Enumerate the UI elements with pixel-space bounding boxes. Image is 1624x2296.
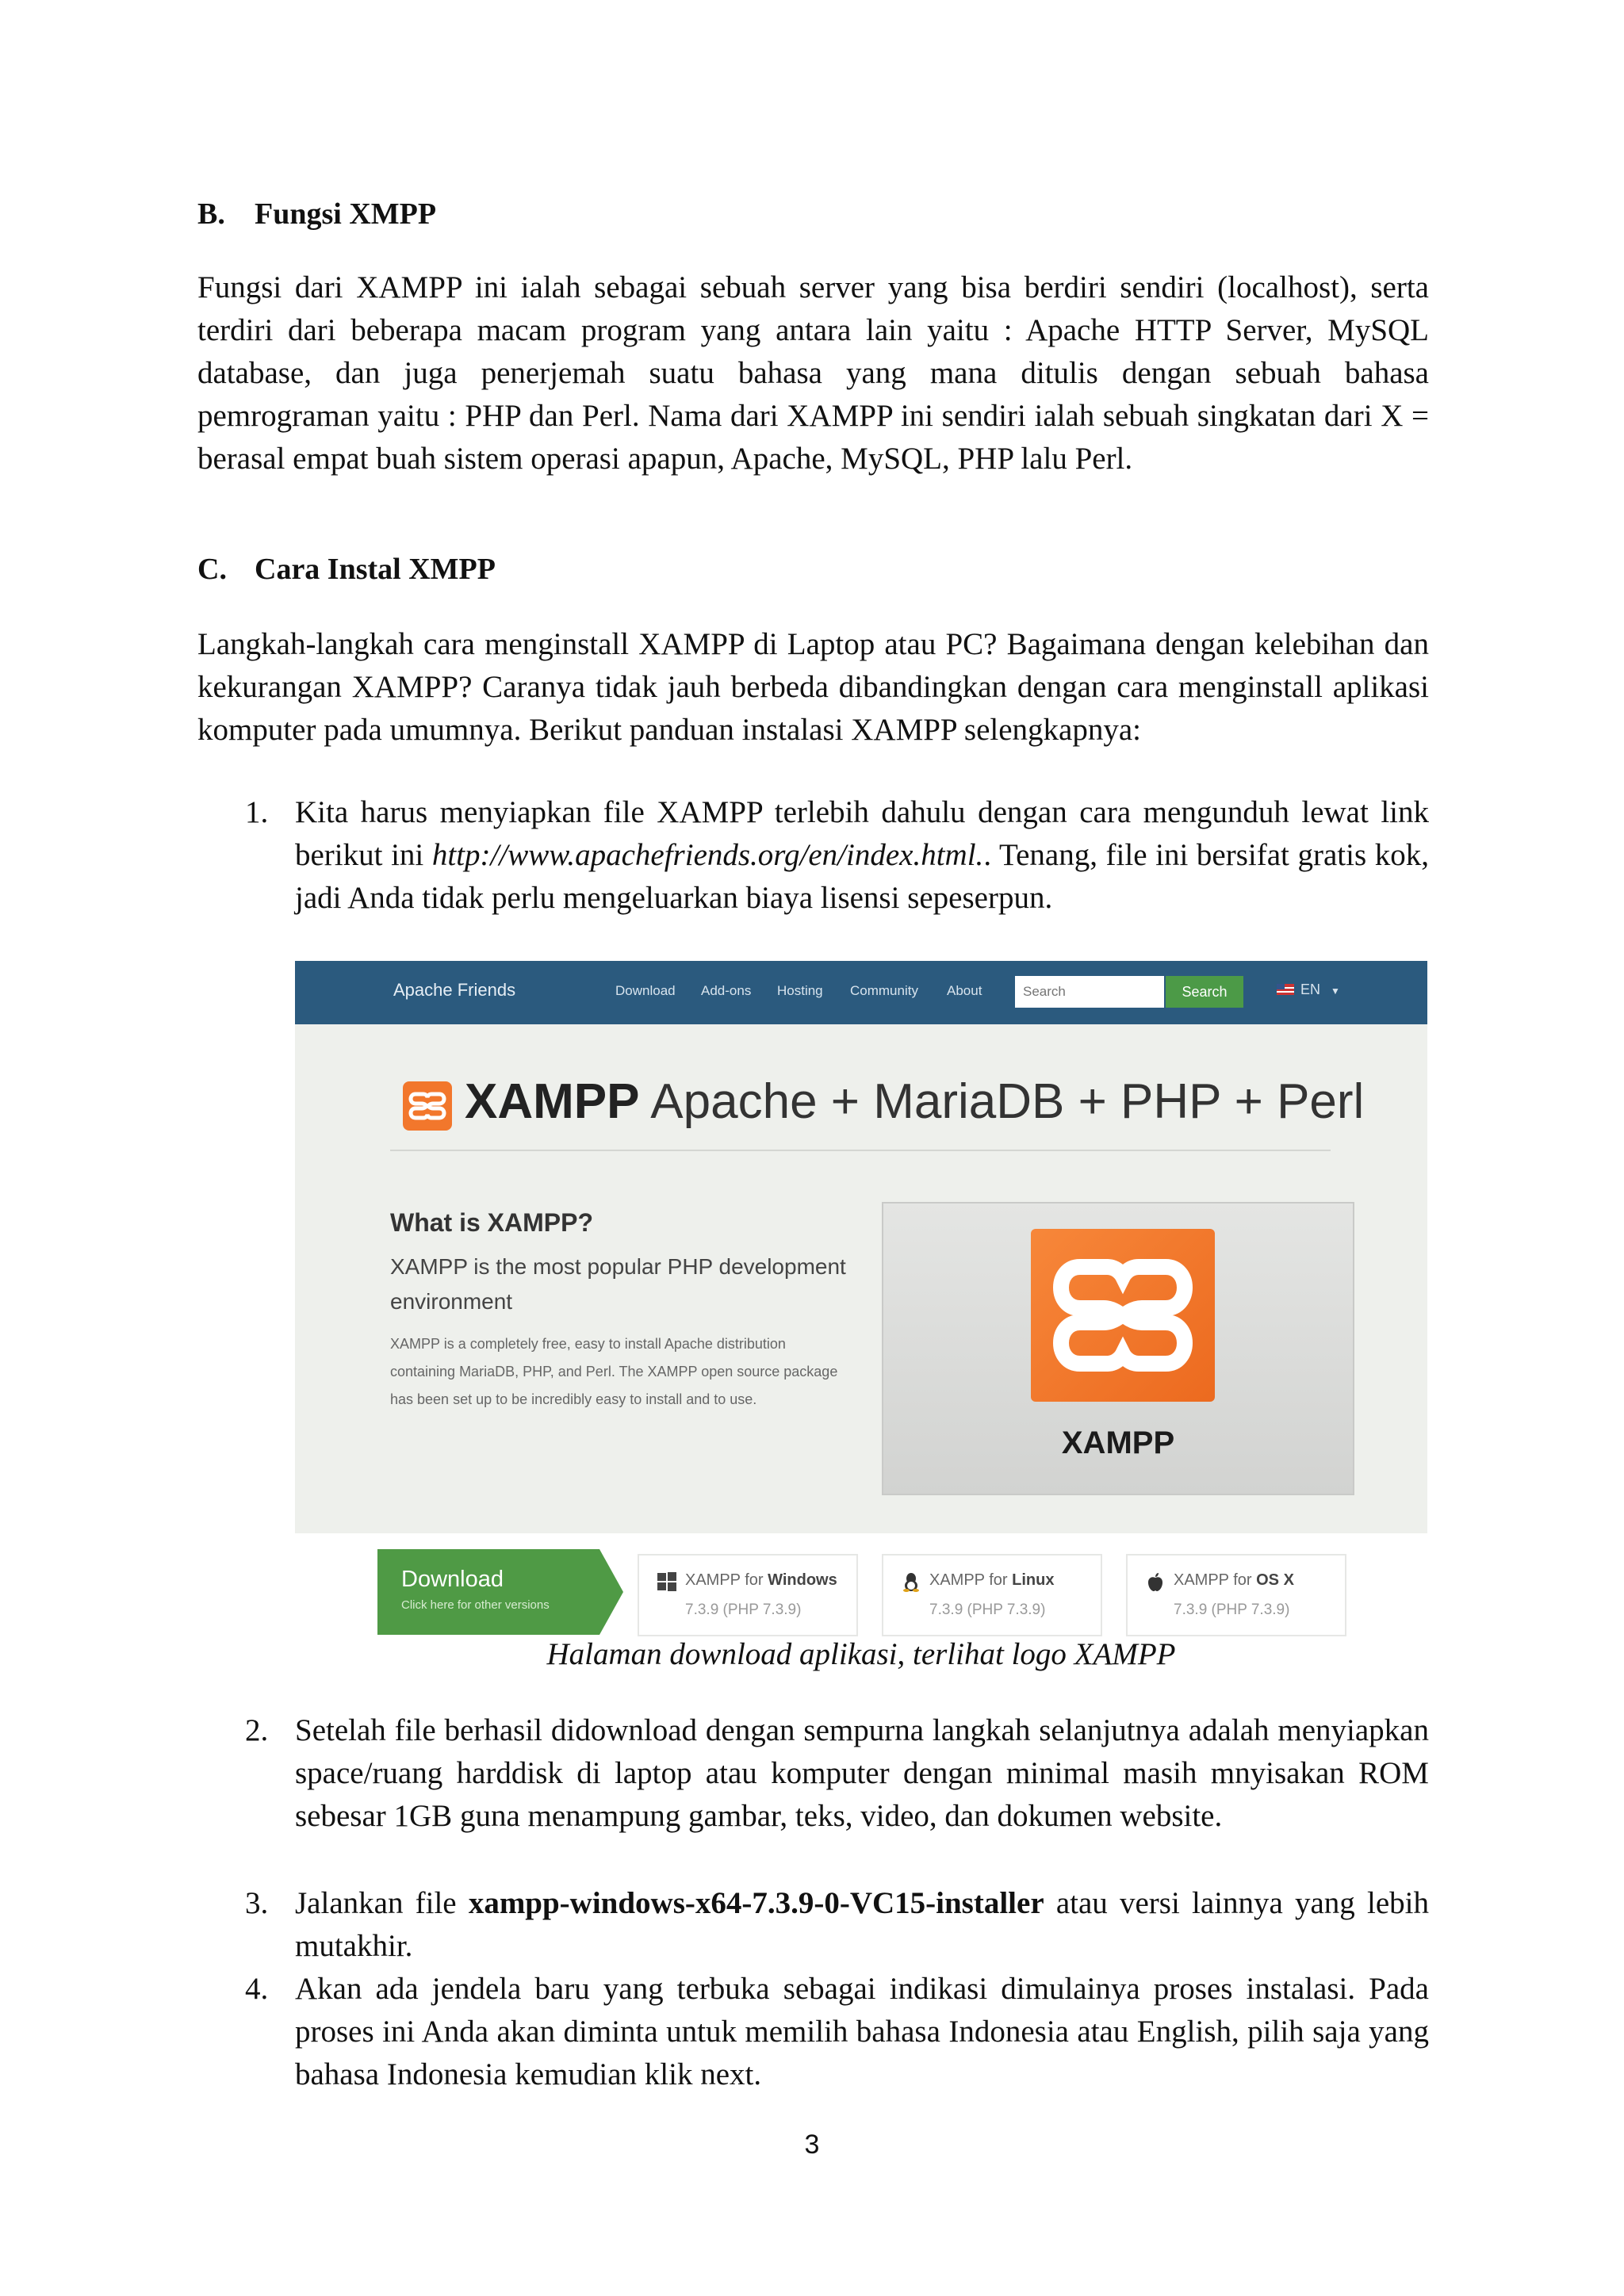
section-c-number: C. (197, 553, 227, 586)
installer-filename: xampp-windows-x64-7.3.9-0-VC15-installer (468, 1886, 1044, 1920)
what-is-description: XAMPP is a completely free, easy to install Apache distribution containing MariaDB, PHP, and Perl. The XAMPP open source package has been set up to be incredibly easy to install and to use. (390, 1336, 838, 1407)
section-c-paragraph: Langkah-langkah cara menginstall XAMPP di Laptop atau PC? Bagaimana dengan kelebihan dan kekurangan XAMPP? Caranya tidak jauh berbeda dibandingkan dengan cara menginstall aplikasi komputer pada umumnya. Berikut panduan instalasi XAMPP selengkapnya: (197, 627, 1429, 747)
xampp-logo-word: XAMPP (1061, 1425, 1175, 1460)
section-b-paragraph: Fungsi dari XAMPP ini ialah sebagai sebuah server yang bisa berdiri sendiri (localhost), serta terdiri dari beberapa macam program yang antara lain yaitu : Apache HTTP Server, MySQL database, dan juga penerjemah suatu bahasa yang mana ditulis dengan sebuah bahasa pemrograman yaitu : PHP dan Perl. Nama dari XAMPP ini sendiri ialah sebuah singkatan dari X = berasal empat buah sistem operasi apapun, Apache, MySQL, PHP lalu Perl. (197, 270, 1429, 476)
section-b-heading (197, 197, 436, 232)
search-input[interactable] (1015, 976, 1164, 1008)
site-brand[interactable]: Apache Friends (393, 980, 516, 1000)
section-b-title: Fungsi XMPP (255, 197, 437, 231)
download-card-windows[interactable] (638, 1554, 858, 1636)
card-version: 7.3.9 (PHP 7.3.9) (685, 1601, 802, 1618)
card-name (685, 1571, 837, 1590)
list-number: 4. (245, 1972, 269, 2006)
hero-divider (390, 1150, 1331, 1151)
download-card-linux[interactable] (882, 1554, 1102, 1636)
language-label: EN (1300, 982, 1321, 997)
site-navbar (295, 961, 1427, 1024)
nav-hosting[interactable]: Hosting (777, 983, 823, 998)
hero-title-rest: Apache + MariaDB + PHP + Perl (639, 1074, 1365, 1129)
step-3-text-before: Jalankan file (295, 1886, 469, 1920)
list-item-step-4 (245, 1968, 1429, 2096)
list-item-step-3 (245, 1882, 1429, 1968)
download-link[interactable]: http://www.apachefriends.org/en/index.html. (431, 838, 984, 872)
section-c-title: Cara Instal XMPP (255, 553, 496, 586)
nav-download[interactable]: Download (615, 983, 676, 998)
hero-title (465, 1073, 1364, 1130)
list-number: 1. (245, 795, 269, 829)
step-1-text-after: . Tenang, file ini bersifat gratis kok, jadi Anda tidak perlu mengeluarkan biaya lisensi sepeserpun. (295, 838, 1429, 915)
chevron-down-icon: ▼ (1331, 985, 1340, 997)
xampp-website-screenshot (295, 961, 1427, 1640)
figure-caption: Halaman download aplikasi, terlihat logo XAMPP (546, 1637, 1176, 1671)
card-prefix: XAMPP for (1174, 1571, 1257, 1589)
nav-community[interactable]: Community (850, 983, 918, 998)
section-c-heading (197, 552, 496, 587)
card-version: 7.3.9 (PHP 7.3.9) (1174, 1601, 1290, 1618)
card-prefix: XAMPP for (685, 1571, 768, 1589)
card-prefix: XAMPP for (929, 1571, 1013, 1589)
nav-about[interactable]: About (947, 983, 982, 998)
search-button[interactable]: Search (1166, 976, 1243, 1008)
list-number: 3. (245, 1886, 269, 1920)
step-2-text: Setelah file berhasil didownload dengan sempurna langkah selanjutnya adalah menyiapkan space/ruang harddisk di laptop atau komputer dengan minimal masih mnyisakan ROM sebesar 1GB guna menampung gambar, teks, video, dan dokumen website. (295, 1713, 1429, 1833)
list-item-step-2 (245, 1709, 1429, 1838)
xampp-logo-icon (403, 1081, 452, 1131)
download-button[interactable] (377, 1549, 623, 1635)
card-os: Linux (1012, 1571, 1055, 1589)
linux-icon (901, 1571, 921, 1592)
nav-addons[interactable]: Add-ons (701, 983, 752, 998)
list-item-step-1 (245, 791, 1429, 920)
section-b-number: B. (197, 197, 225, 231)
download-label: Download (401, 1567, 504, 1592)
flag-icon (1277, 984, 1294, 995)
what-is-title: What is XAMPP? (390, 1208, 594, 1237)
step-1-text-before: Kita harus menyiapkan file XAMPP terlebih dahulu dengan cara mengunduh lewat link berikut ini (295, 795, 1429, 872)
list-number: 2. (245, 1713, 269, 1747)
download-sublabel: Click here for other versions (401, 1598, 550, 1612)
card-version: 7.3.9 (PHP 7.3.9) (929, 1601, 1046, 1618)
what-is-subtitle: XAMPP is the most popular PHP development environment (390, 1254, 846, 1314)
xampp-big-logo-icon (1031, 1229, 1215, 1402)
hero-title-bold: XAMPP (465, 1074, 640, 1129)
windows-icon (657, 1571, 677, 1592)
page-number: 3 (804, 2130, 820, 2160)
step-4-text: Akan ada jendela baru yang terbuka sebagai indikasi dimulainya proses instalasi. Pada proses ini Anda akan diminta untuk memilih bahasa Indonesia atau English, pilih saja yang bahasa Indonesia kemudian klik next. (295, 1972, 1429, 2091)
card-os: Windows (768, 1571, 837, 1589)
card-name (1174, 1571, 1294, 1590)
step-3-text-after: atau versi lainnya yang lebih mutakhir. (295, 1886, 1429, 1963)
apple-icon (1145, 1571, 1166, 1592)
card-name (929, 1571, 1054, 1590)
card-os: OS X (1256, 1571, 1294, 1589)
xampp-logo-panel (882, 1202, 1354, 1495)
language-selector[interactable] (1277, 982, 1340, 998)
download-card-osx[interactable] (1126, 1554, 1346, 1636)
